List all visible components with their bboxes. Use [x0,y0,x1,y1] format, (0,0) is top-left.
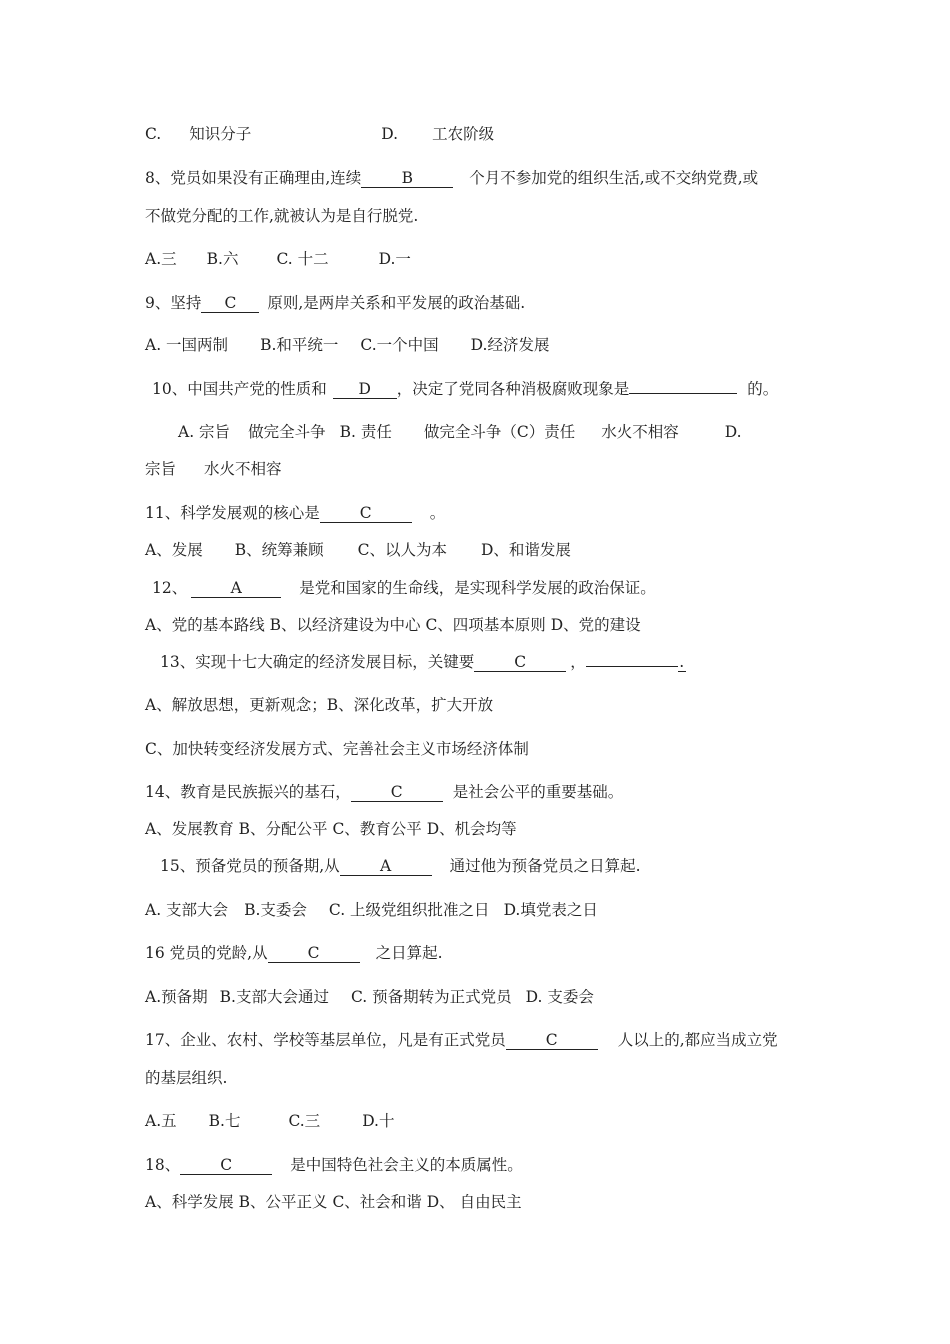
option-c: C、以人为本 [357,541,447,559]
option-a: A.三 [145,250,177,268]
question-text: 13、实现十七大确定的经济发展目标，关键要 [160,653,475,671]
answer-blank: A [340,857,432,876]
question-16 [145,943,443,963]
question-text-cont: 是中国特色社会主义的本质属性。 [290,1156,523,1174]
answer-blank: C [351,783,443,802]
option-a: A. 宗旨 [178,423,231,441]
question-text-end: 。 [429,504,446,522]
answer-blank: B [361,169,453,188]
option-a: A.预备期 [145,988,208,1006]
question-text-cont: ，决定了党同各种消极腐败现象是 [396,380,630,398]
option-c-text: 知识分子 [189,125,252,143]
answer-blank: C [268,944,360,963]
option-c: C. 预备期转为正式党员 [350,988,512,1006]
question-17 [145,1030,778,1050]
options-text: A、发展教育 B、分配公平 C、教育公平 D、机会均等 [145,820,517,838]
options-12 [145,615,641,635]
question-18 [145,1155,523,1175]
options-16 [145,987,594,1007]
option-b: B.七 [208,1112,241,1130]
question-text-cont: 通过他为预备党员之日算起. [449,857,641,875]
option-d: D.十 [362,1112,395,1130]
option-b-text: 做完全斗争（C）责任 [423,423,576,441]
question-text: 9、坚持 [145,294,202,312]
option-d: D. [724,423,742,441]
answer-blank: D [333,380,397,399]
options-text: A、科学发展 B、公平正义 C、社会和谐 D、 自由民主 [145,1193,522,1211]
question-17-cont [145,1068,227,1088]
answer-blank: C [201,294,259,313]
question-text-cont: 个月不参加党的组织生活,或不交纳党费,或 [469,169,759,187]
option-a: A.五 [145,1112,177,1130]
question-15 [160,856,641,876]
options-15 [145,900,598,920]
options-text: C、加快转变经济发展方式、完善社会主义市场经济体制 [145,740,529,758]
question-text: 8、党员如果没有正确理由,连续 [145,169,362,187]
question-8 [145,168,758,188]
options-17 [145,1111,395,1131]
option-b: B.和平统一 [260,336,339,354]
option-a: A、发展 [145,541,203,559]
option-b: B、统筹兼顾 [234,541,324,559]
option-a: A. 一国两制 [145,336,229,354]
question-9 [145,293,525,313]
options-10 [178,422,742,442]
question-text-cont: 是社会公平的重要基础。 [452,783,624,801]
option-d-text: 宗旨 [145,460,177,478]
question-text-cont: 原则,是两岸关系和平发展的政治基础. [267,294,526,312]
question-text: 15、预备党员的预备期,从 [160,857,340,875]
question-text: 17、企业、农村、学校等基层单位，凡是有正式党员 [145,1031,506,1049]
question-text: 不做党分配的工作,就被认为是自行脱党. [145,207,419,225]
question-13 [160,652,686,672]
options-9 [145,335,549,355]
option-line [145,124,494,144]
question-14 [145,782,623,802]
option-c: C. 上级党组织批准之日 [328,901,490,919]
question-text-cont: 是党和国家的生命线，是实现科学发展的政治保证。 [299,579,656,597]
option-d: D.一 [378,250,411,268]
option-d-text-cont: 水火不相容 [204,460,282,478]
question-text: 11、科学发展观的核心是 [145,504,320,522]
options-text: A、党的基本路线 B、以经济建设为中心 C、四项基本原则 D、党的建设 [145,616,641,634]
options-8 [145,249,411,269]
option-b: B.支部大会通过 [219,988,329,1006]
question-sep: ， [570,653,586,671]
option-a-text: 做完全斗争 [248,423,326,441]
question-text: 14、教育是民族振兴的基石， [145,783,351,801]
option-c-label: C. [145,125,162,143]
question-text-cont: 之日算起. [375,944,443,962]
option-d: D. 支委会 [525,988,594,1006]
question-text-cont: 人以上的,都应当成立党 [617,1031,778,1049]
question-10 [152,379,778,399]
answer-blank: C [320,504,412,523]
question-11 [145,503,445,523]
option-c-text: 水火不相容 [601,423,679,441]
option-d-label: D. [381,125,399,143]
answer-blank: C [474,653,566,672]
answer-blank: A [191,579,281,598]
options-13 [145,695,493,715]
option-c: C.三 [288,1112,321,1130]
question-text: 18、 [145,1156,181,1174]
option-c: C.一个中国 [360,336,439,354]
option-b: B. 责任 [339,423,392,441]
options-13-cont [145,739,529,759]
answer-blank-2 [629,393,737,394]
options-11 [145,540,571,560]
option-d-text: 工农阶级 [432,125,495,143]
option-d: D.填党表之日 [503,901,598,919]
option-d: D.经济发展 [470,336,550,354]
question-end: . [679,653,685,671]
option-b: B.六 [206,250,239,268]
options-18 [145,1192,522,1212]
answer-blank: C [506,1031,598,1050]
question-text-end: 的。 [747,380,779,398]
option-b: B.支委会 [244,901,307,919]
question-text: 16 党员的党龄,从 [145,944,268,962]
question-12 [152,578,656,598]
option-c: C. 十二 [276,250,329,268]
answer-blank: C [180,1156,272,1175]
option-d: D、和谐发展 [480,541,571,559]
option-a: A. 支部大会 [145,901,229,919]
question-text: 的基层组织. [145,1069,228,1087]
question-text: 12、 [152,579,188,597]
answer-blank-2 [586,666,678,667]
question-text: 10、中国共产党的性质和 [152,380,327,398]
question-8-cont [145,206,418,226]
options-10-cont [145,459,282,479]
options-text: A、解放思想，更新观念；B、深化改革，扩大开放 [145,696,494,714]
options-14 [145,819,517,839]
